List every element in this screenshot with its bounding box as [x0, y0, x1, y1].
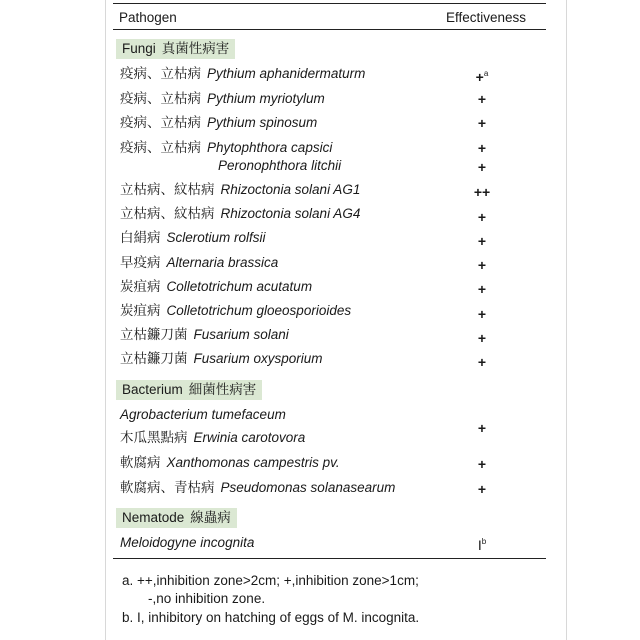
table-row: [120, 205, 360, 223]
section-fungi-zh: 真菌性病害: [161, 41, 230, 56]
disease-name: 疫病、立枯病: [120, 91, 201, 106]
section-fungi: [116, 39, 235, 59]
effect-value: +: [477, 209, 487, 225]
pathogen-species: Colletotrichum gloeosporioides: [166, 303, 352, 318]
table-top-rule: [113, 3, 546, 4]
disease-name: 軟腐病: [120, 455, 161, 470]
effect-value: [472, 533, 492, 554]
section-bacterium-en: Bacterium: [122, 382, 183, 397]
footnote-a-continued: -,no inhibition zone.: [148, 591, 266, 606]
pathogen-species: Erwinia carotovora: [193, 430, 306, 445]
footnote-marker: b: [481, 537, 487, 546]
footnote-marker: a: [483, 69, 489, 78]
disease-name: 炭疽病: [120, 303, 161, 318]
footnote-a: a. ++,inhibition zone>2cm; +,inhibition zone>1cm;: [122, 573, 419, 588]
pathogen-species: Sclerotium rolfsii: [166, 230, 266, 245]
pathogen-species: Rhizoctonia solani AG4: [220, 206, 361, 221]
pathogen-species: Meloidogyne incognita: [120, 535, 255, 550]
section-nematode-en: Nematode: [122, 510, 185, 525]
disease-name: 炭疽病: [120, 279, 161, 294]
table-header-rule: [113, 29, 546, 30]
pathogen-species: Pythium myriotylum: [207, 91, 325, 106]
effect-value: +: [477, 330, 487, 346]
effect-value: +: [477, 91, 487, 107]
effect-value: +: [477, 281, 487, 297]
table-row: [120, 181, 360, 199]
pathogen-species: Pythium aphanidermaturm: [207, 66, 366, 81]
disease-name: 疫病、立枯病: [120, 66, 201, 81]
table-row: [120, 139, 332, 157]
pathogen-species: Peronophthora litchii: [218, 158, 342, 173]
pathogen-species: Pseudomonas solanasearum: [220, 480, 396, 495]
effect-value: +: [477, 140, 487, 156]
table-row: [120, 254, 278, 272]
disease-name: 白絹病: [120, 230, 161, 245]
section-bacterium-zh: 細菌性病害: [188, 382, 257, 397]
disease-name: 立枯病、紋枯病: [120, 182, 215, 197]
section-bacterium: [116, 380, 262, 400]
table-row: [120, 65, 365, 83]
effect-value: +: [477, 420, 487, 436]
disease-name: 立枯鐮刀菌: [120, 327, 188, 342]
table-row: [120, 454, 340, 472]
header-pathogen: Pathogen: [119, 10, 177, 25]
pathogen-species: Alternaria brassica: [166, 255, 279, 270]
section-nematode-zh: 線蟲病: [190, 510, 231, 525]
table-row: [120, 350, 323, 368]
disease-name: 木瓜黑點病: [120, 430, 188, 445]
pathogen-species: Fusarium oxysporium: [193, 351, 323, 366]
effect-value: +: [477, 233, 487, 249]
disease-name: 早疫病: [120, 255, 161, 270]
pathogen-species: Agrobacterium tumefaceum: [120, 407, 286, 422]
pathogen-species: Rhizoctonia solani AG1: [220, 182, 361, 197]
effect-value: [472, 65, 492, 86]
table-header: [113, 7, 546, 29]
table-row: [120, 90, 325, 108]
effect-value: +: [477, 456, 487, 472]
effect-value: +: [477, 481, 487, 497]
pathogen-species: Fusarium solani: [193, 327, 289, 342]
pathogen-species: Xanthomonas campestris pv.: [166, 455, 340, 470]
disease-name: 疫病、立枯病: [120, 140, 201, 155]
header-effectiveness: Effectiveness: [445, 10, 526, 25]
table-row: [120, 302, 351, 320]
effect-symbol: +: [475, 69, 484, 85]
table-row: [120, 278, 312, 296]
table-row: [120, 479, 395, 497]
effect-symbol: I: [477, 537, 482, 553]
section-fungi-en: Fungi: [122, 41, 156, 56]
disease-name: 立枯鐮刀菌: [120, 351, 188, 366]
pathogen-species: Phytophthora capsici: [207, 140, 333, 155]
footnote-b: b. I, inhibitory on hatching of eggs of M. incognita.: [122, 610, 420, 625]
table-row: [120, 534, 254, 552]
disease-name: 疫病、立枯病: [120, 115, 201, 130]
table-row: [120, 406, 286, 424]
effect-value: +: [477, 115, 487, 131]
effect-value: +: [477, 306, 487, 322]
section-nematode: [116, 508, 237, 528]
table-row: [120, 229, 266, 247]
table-row: [120, 326, 289, 344]
effect-value: +: [477, 354, 487, 370]
table-row: [120, 429, 305, 447]
table-row: [218, 157, 341, 175]
effect-value: ++: [473, 184, 491, 200]
pathogen-species: Pythium spinosum: [207, 115, 318, 130]
disease-name: 軟腐病、青枯病: [120, 480, 215, 495]
pathogen-species: Colletotrichum acutatum: [166, 279, 313, 294]
table-bottom-rule: [113, 558, 546, 559]
effect-value: +: [477, 159, 487, 175]
table-row: [120, 114, 317, 132]
disease-name: 立枯病、紋枯病: [120, 206, 215, 221]
effect-value: +: [477, 257, 487, 273]
